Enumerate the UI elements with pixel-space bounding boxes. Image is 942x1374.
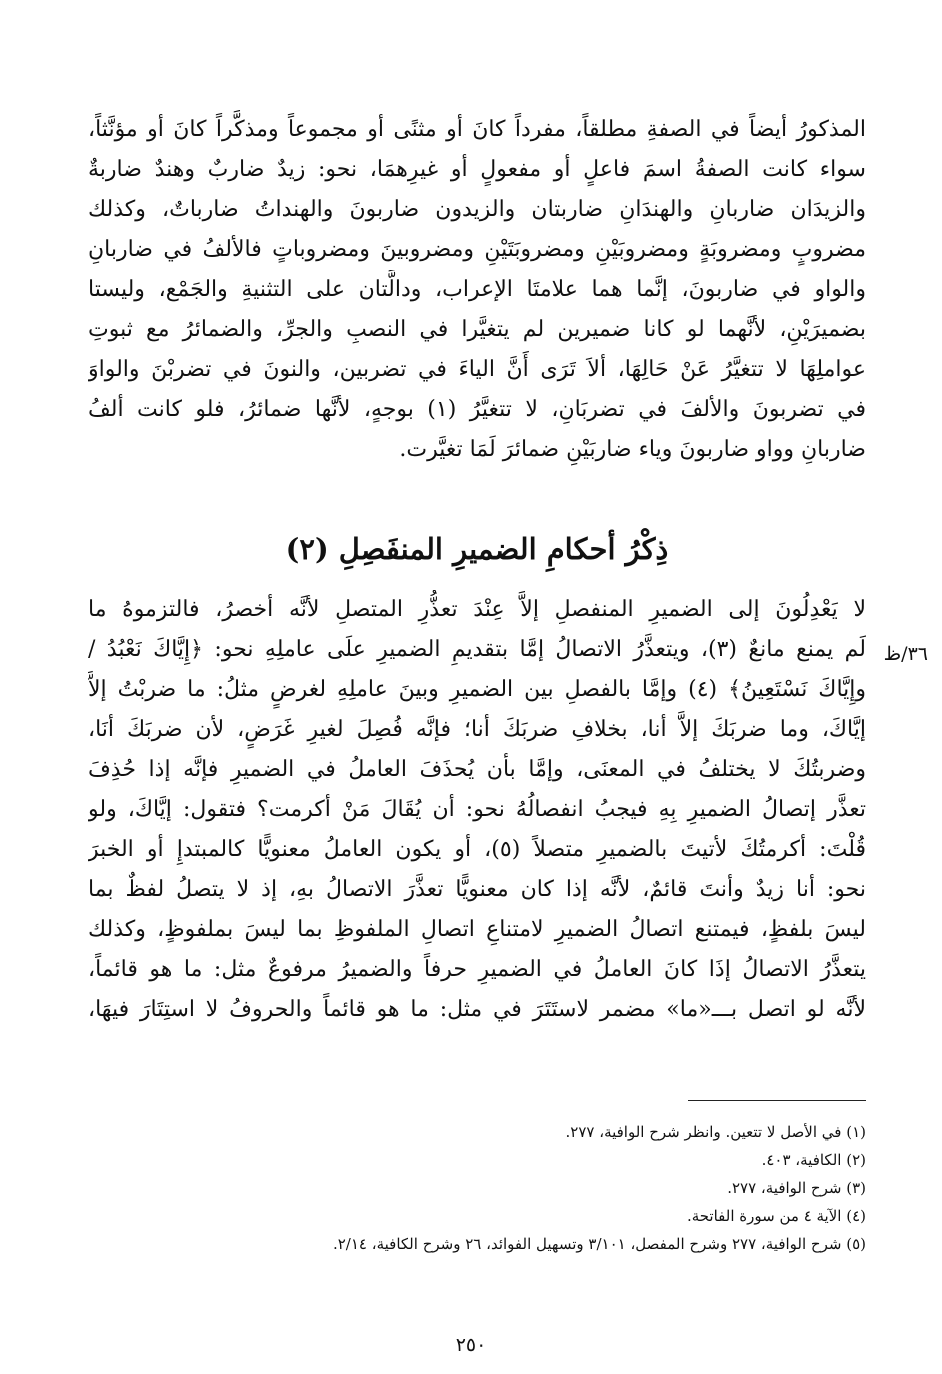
- text-line: تعذَّر إتصالُ الضميرِ بِهِ فيجبُ انفصالُهُ نحو: أن يُقَالَ مَنْ أكرمت؟ فتقول: إيَّاكَ، ولو: [88, 797, 866, 822]
- footnote: (٢) الكافية، ٤٠٣.: [761, 1151, 866, 1169]
- text-line: لأنَّه لو اتصل بـــ«ما» مضمر لاستَتَرَ في مثل: ما هو قائماً والحروفُ لا استِتَارَ فيهَا،: [88, 997, 866, 1022]
- footnotes: [140, 1118, 866, 1258]
- footnote: (٤) الآية ٤ من سورة الفاتحة.: [686, 1207, 866, 1225]
- text-line: مضروبٍ ومضروبَةٍ ومضروبَيْنِ ومضروبَتَيْنِ ومضروبينَ ومضروباتٍ فالألفُ في ضاربانِ: [88, 237, 866, 262]
- text-line: سواء كانت الصفةُ اسمَ فاعلٍ أو مفعولٍ أو غيرِهمَا، نحو: زيدٌ ضاربٌ وهندٌ ضاربةٌ: [88, 157, 866, 182]
- section-heading: ذِكْرُ أحكامِ الضميرِ المنفَصِلِ (٢): [285, 532, 669, 566]
- footnote-divider: [688, 1100, 866, 1101]
- text-line: وإِيَّاكَ نَسْتَعِينُ﴾ (٤) وإمَّا بالفصلِ بين الضميرِ وبينَ عاملِهِ لغرضٍ مثلُ: ما ضربْتُ إلاَّ: [88, 677, 866, 702]
- text-line: لا يَعْدِلُونَ إلى الضميرِ المنفصلِ إلاَّ عِنْدَ تعذُّرِ المتصلِ لأنَّه أخصرُ، فالتزموهُ ما: [88, 597, 866, 622]
- footnote: (٥) شرح الوافية، ٢٧٧ وشرح المفصل، ٣/١٠١ وتسهيل الفوائد، ٢٦ وشرح الكافية، ٢/١٤.: [332, 1235, 866, 1253]
- margin-folio-note: ٣٦/ظ: [883, 643, 928, 665]
- page-number: ٢٥٠: [455, 1334, 487, 1356]
- text-line: في تضربونَ والألفَ في تضربَانِ، لا تتغيَّرُ (١) بوجهٍ، لأنَّها ضمائرُ، فلو كانت ألفُ: [88, 397, 866, 422]
- text-line: والزيدَان ضاربانِ والهندَانِ ضاربتان والزيدون ضاربونَ والهنداتُ ضارباتٌ، وكذلك: [88, 197, 866, 222]
- text-line: المذكورُ أيضاً في الصفةِ مطلقاً، مفرداً كانَ أو مثنًى أو مجموعاً ومذكَّراً كانَ أو مؤنَّثاً،: [88, 117, 866, 142]
- text-line: لَم يمنع مانعٌ (٣)، ويتعذَّرُ الاتصالُ إمَّا بتقديمِ الضميرِ علَى عاملِهِ نحو: ﴿إِيَّاكَ نَعْبُدُ /: [88, 637, 866, 662]
- text-line: نحو: أنا زيدٌ وأنتَ قائمٌ، لأنَّه إذا كان معنويًّا تعذَّرَ الاتصالُ بهِ، إذ لا يتصلُ لفظٌ بما: [88, 877, 866, 902]
- text-line: وضربتُكَ لا يختلفُ في المعنَى، وإمَّا بأن يُحذَفَ العاملُ في الضميرِ فإنَّه إذا حُذِفَ: [88, 757, 866, 782]
- text-line: عواملِهَا لا تتغيَّرُ عَنْ حَالِهَا، ألاَ تَرَى أَنَّ الياءَ في تضربين، والنونَ في تضربْنَ والواوَ: [88, 357, 866, 382]
- text-line: قُلْتَ: أكرمتُكَ لأتيتَ بالضميرِ متصلاً (٥)، أو يكون العاملُ معنويًّا كالمبتدإِ أو الخبرَ: [88, 837, 866, 862]
- text-line: ليسَ بلفظٍ، فيمتنع اتصالُ الضميرِ لامتناعِ اتصالِ الملفوظِ بما ليسَ بملفوظٍ، وكذلك: [88, 917, 866, 942]
- body-text-top: [88, 110, 866, 470]
- body-text-section: [88, 590, 866, 1030]
- footnote: (١) في الأصل لا تتعين. وانظر شرح الوافية، ٢٧٧.: [565, 1123, 866, 1141]
- text-line: يتعذَّرُ الاتصالُ إذَا كانَ العاملُ في الضميرِ حرفاً والضميرُ مرفوعٌ مثل: ما هو قائماً،: [88, 957, 866, 982]
- text-line: بضميرَيْنِ، لأنَّهما لو كانا ضميرين لم يتغيَّرا في النصبِ والجرِّ، والضمائرُ مع ثبوتِ: [88, 317, 866, 342]
- text-line: والواو في ضاربونَ، إنَّما هما علامتَا الإعراب، ودالَّتان على التثنيةِ والجَمْع، وليستا: [88, 277, 866, 302]
- text-line: إيَّاكَ، وما ضربَكَ إلاَّ أنا، بخلافِ ضربَكَ أنا؛ فإنَّه فُصِلَ لغيرِ غَرَضٍ، لأن ضربَكَ أنَا،: [88, 717, 866, 742]
- text-line: ضاربانِ وواو ضاربونَ وياء ضاربَيْنِ ضمائرَ لَمَا تغيَّرت.: [399, 437, 866, 462]
- footnote: (٣) شرح الوافية، ٢٧٧.: [727, 1179, 866, 1197]
